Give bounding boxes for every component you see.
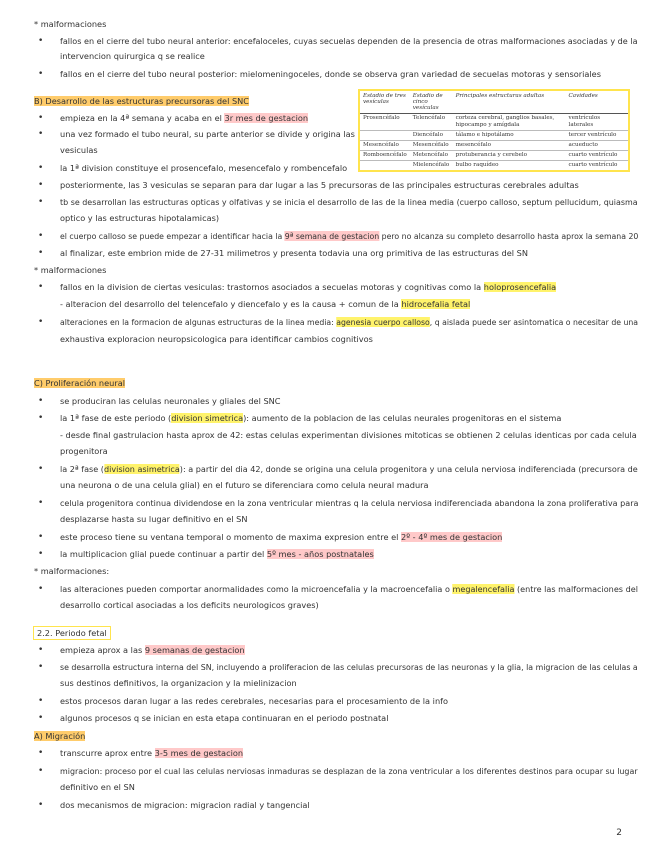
bullet: • [38,800,44,810]
bullet: • [38,197,44,207]
table-cell: Telencéfalo [410,114,453,131]
text-line: * malformaciones [34,19,107,29]
table-cell: ventrículos laterales [566,114,628,131]
table-cell: acueducto [566,141,628,151]
table-cell [360,161,410,171]
table-cell: Diencéfalo [410,131,453,141]
bullet: • [38,163,44,173]
bullet: • [38,584,44,594]
table-cell: corteza cerebral, ganglios basales, hipocampo y amígdala [453,114,566,131]
section-heading-fetal: 2.2. Periodo fetal [34,628,110,639]
table-cell: Mielencéfalo [410,161,453,171]
table-header: Principales estructuras adultas [453,91,566,114]
text-line: las alteraciones pueden comportar anormalidades como la microencefalia y la macroencefalia o megalencefalia (entre las malformaciones del [60,584,638,594]
text-line: este proceso tiene su ventana temporal o momento de maxima expresion entre el 2º - 4º mes de gestacion [60,532,503,542]
table-cell: tercer ventrículo [566,131,628,141]
table-row [360,131,628,141]
bullet: • [38,231,44,241]
text-line: se desarrolla estructura interna del SN, incluyendo a proliferacion de las celulas precursoras de las neuronas y la glia, la migracion de las celulas a [60,662,638,672]
highlight: megalencefalia [452,584,515,594]
table-cell: tálamo e hipotálamo [453,131,566,141]
text-line: el cuerpo calloso se puede empezar a identificar hacia la 9ª semana de gestacion pero no alcanza su completo desarrollo hasta aprox la semana 20 [60,231,639,241]
text-line: empieza aprox a las 9 semanas de gestacion [60,645,245,655]
bullet: • [38,129,44,139]
table-row [360,141,628,151]
text-line: fallos en el cierre del tubo neural posterior: mielomeningoceles, donde se observa gran variedad de secuelas motoras y sensoriales [60,69,601,79]
section-heading-b: B) Desarrollo de las estructuras precursoras del SNC [34,96,249,106]
bullet: • [38,532,44,542]
table-cell: Metencéfalo [410,151,453,161]
highlight: holoprosencefalia [483,282,557,292]
text-line: desarrollo cortical asociadas a los deficits neurologicos graves) [60,600,319,610]
text-line: una neurona o de una celula glial) en el futuro se diferenciara como celula neural madura [60,480,429,490]
bullet: • [38,36,44,46]
bullet: • [38,662,44,672]
table-cell [360,131,410,141]
table-header: Estadio de tres vesículas [360,91,410,114]
text-line: algunos procesos q se inician en esta etapa continuaran en el periodo postnatal [60,713,389,723]
text-line: celula progenitora continua dividendose en la zona ventricular mientras q la celula nerviosa indiferenciada abandona la zona proliferativa para [60,498,639,508]
bullet: • [38,498,44,508]
bullet: • [38,317,44,327]
text-line: definitivo en el SN [60,782,135,792]
section-heading-c: C) Proliferación neural [34,378,126,388]
vesicle-table [360,91,628,170]
text-line: exhaustiva exploracion neuropsicologica para identificar cambios cognitivos [60,334,373,344]
text-line: la 1ª division constituye el prosencefalo, mesencefalo y rombencefalo [60,163,348,173]
highlight: 2º - 4º mes de gestacion [401,532,503,542]
table-cell: protuberancia y cerebelo [453,151,566,161]
bullet: • [38,180,44,190]
bullet: • [38,69,44,79]
table-cell: cuarto ventrículo [566,161,628,171]
text-line: empieza en la 4ª semana y acaba en el 3r mes de gestacion [60,113,309,123]
table-cell: Mesencéfalo [360,141,410,151]
bullet: • [38,645,44,655]
bullet: • [38,766,44,776]
table-header: Cavidades [566,91,628,114]
table-cell: cuarto ventrículo [566,151,628,161]
text-line: dos mecanismos de migracion: migracion radial y tangencial [60,800,310,810]
highlight: hidrocefalia fetal [401,299,471,309]
text-line: fallos en la division de ciertas vesiculas: trastornos asociados a secuelas motoras y cognitivas como la holoprosencefalia [60,282,557,292]
bullet: • [38,282,44,292]
text-line: progenitora [60,446,108,456]
table-cell: Romboencéfalo [360,151,410,161]
page-number: 2 [616,828,622,838]
text-line: al finalizar, este embrion mide de 27-31 milimetros y presenta todavia una org primitiva de las estructuras del SN [60,248,528,258]
text-line: intervencion quirurgica q se realice [60,51,205,61]
bullet: • [38,748,44,758]
bullet: • [38,113,44,123]
highlight: 3r mes de gestacion [224,113,309,123]
text-line: vesiculas [60,145,98,155]
table-row [360,151,628,161]
section-heading-a: A) Migración [34,731,86,741]
text-line: sus destinos definitivos, la organizacion y la mielinizacion [60,678,297,688]
highlight: division asimetrica [103,464,180,474]
text-line: la multiplicacion glial puede continuar a partir del 5º mes - años postnatales [60,549,374,559]
bullet: • [38,549,44,559]
text-line: * malformaciones: [34,566,110,576]
text-line: una vez formado el tubo neural, su parte anterior se divide y origina las [60,129,355,139]
bullet: • [38,396,44,406]
highlight: 9ª semana de gestacion [284,231,380,241]
table-cell: bulbo raquídeo [453,161,566,171]
text-line: la 1ª fase de este periodo (division simetrica): aumento de la poblacion de las celulas neurales progenitoras en el sistema [60,413,562,423]
text-line: - desde final gastrulacion hasta aprox de 42: estas celulas experimentan divisiones mitoticas se obtienen 2 celulas identicas por cada celula [60,430,637,440]
text-line: fallos en el cierre del tubo neural anterior: encefaloceles, cuyas secuelas dependen de la presencia de otras malformaciones asociadas y de la [60,36,638,46]
table-row [360,114,628,131]
highlight: 5º mes - años postnatales [266,549,374,559]
bullet: • [38,248,44,258]
text-line: optico y las estructuras hipotalamicas) [60,213,220,223]
bullet: • [38,464,44,474]
text-line: migracion: proceso por el cual las celulas nerviosas inmaduras se desplazan de la zona ventricular a los diferentes destinos para ocupar su lugar [60,766,638,776]
table-header-row [360,91,628,114]
text-line: transcurre aprox entre 3-5 mes de gestacion [60,748,244,758]
bullet: • [38,413,44,423]
text-line: tb se desarrollan las estructuras opticas y olfativas y se inicia el desarrollo de las de la linea media (cuerpo calloso, septum pellucidum, quiasma [60,197,638,207]
text-line: la 2ª fase (division asimetrica): a partir del dia 42, donde se origina una celula progenitora y una celula nerviosa indiferenciada (precursora de [60,464,638,474]
highlight: agenesia cuerpo calloso [336,317,430,327]
bullet: • [38,696,44,706]
text-line: se produciran las celulas neuronales y gliales del SNC [60,396,281,406]
table-header: Estadio de cinco vesículas [410,91,453,114]
text-line: - alteracion del desarrollo del telencefalo y diencefalo y es la causa + comun de la hidrocefalia fetal [60,299,471,309]
highlight: division simetrica [171,413,244,423]
text-line: * malformaciones [34,265,107,275]
text-line: desplazarse hasta su lugar definitivo en el SN [60,514,248,524]
bullet: • [38,713,44,723]
text-line: alteraciones en la formacion de algunas estructuras de la linea media: agenesia cuerpo calloso, q aislada puede ser asintomatica o necesitar de una [60,317,639,327]
highlight: 9 semanas de gestacion [144,645,245,655]
highlight: 3-5 mes de gestacion [154,748,244,758]
text-line: posteriormente, las 3 vesiculas se separan para dar lugar a las 5 precursoras de las principales estructuras cerebrales adultas [60,180,579,190]
table-cell: Mesencéfalo [410,141,453,151]
table-cell: Prosencéfalo [360,114,410,131]
table-row [360,161,628,171]
text-line: estos procesos daran lugar a las redes cerebrales, necesarias para el procesamiento de la info [60,696,449,706]
table-cell: mesencéfalo [453,141,566,151]
